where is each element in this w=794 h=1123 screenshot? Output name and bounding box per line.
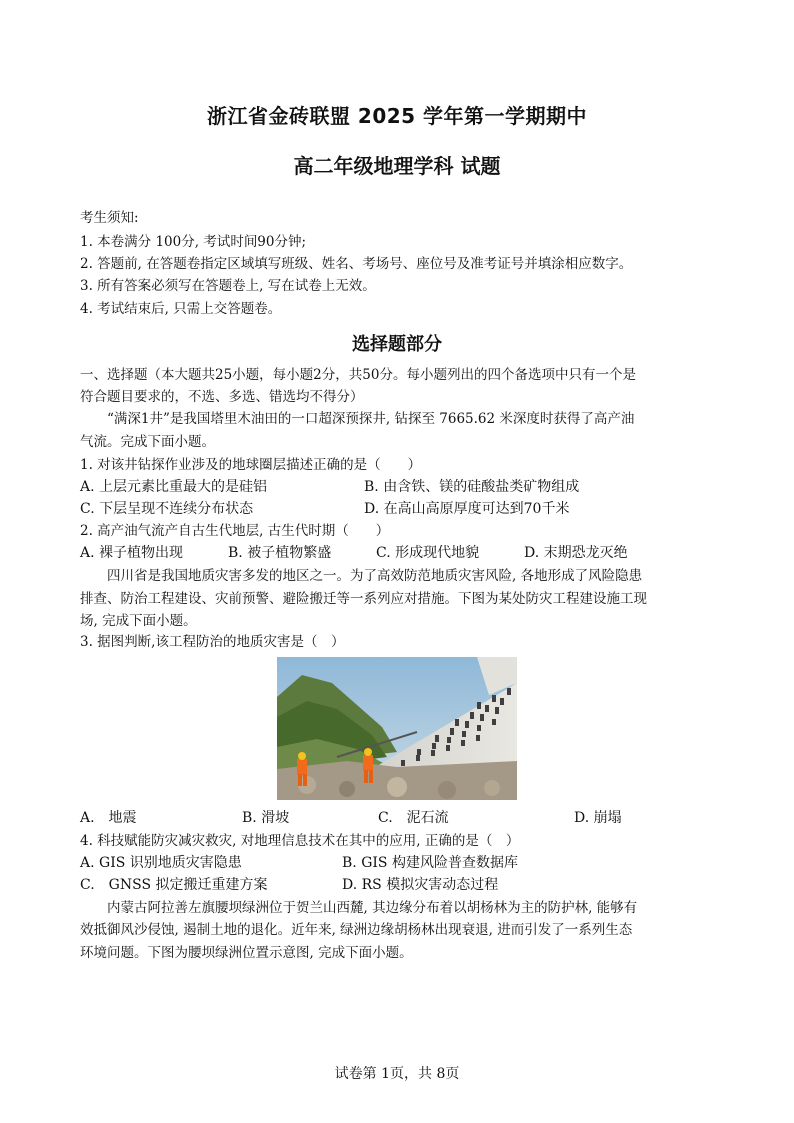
option-b: B. 由含铁、镁的硅酸盐类矿物组成: [364, 479, 580, 495]
option-c: C. 形成现代地貌: [376, 545, 480, 561]
passage-text: 效抵御风沙侵蚀, 遏制土地的退化。近年来, 绿洲边缘胡杨林出现衰退, 进而引发了一系列生态: [80, 922, 633, 938]
option-a: A. GIS 识别地质灾害隐患: [80, 855, 242, 871]
question-stem: 4. 科技赋能防灾减灾救灾, 对地理信息技术在其中的应用, 正确的是（ ）: [80, 833, 520, 849]
exam-title: 浙江省金砖联盟 2025 学年第一学期期中: [206, 104, 588, 128]
option-a: A. 地震: [80, 810, 137, 826]
passage-text: 排查、防治工程建设、灾前预警、避险搬迁等一系列应对措施。下图为某处防灾工程建设施工现: [80, 591, 647, 607]
notice-item: 3. 所有答案必须写在答题卷上, 写在试卷上无效。: [80, 278, 376, 294]
question-stem: 2. 高产油气流产自古生代地层, 古生代时期（ ）: [80, 523, 390, 539]
option-c: C. GNSS 拟定搬迁重建方案: [80, 877, 268, 893]
section-title: 选择题部分: [352, 334, 442, 355]
passage-text: “满深1井”是我国塔里木油田的一口超深预探井, 钻探至 7665.62 米深度时获得了高产油: [107, 411, 635, 427]
passage-text: 场, 完成下面小题。: [80, 613, 197, 629]
option-d: D. 在高山高原厚度可达到70千米: [364, 501, 570, 517]
notice-item: 1. 本卷满分 100分, 考试时间90分钟;: [80, 234, 307, 250]
option-a: A. 裸子植物出现: [80, 545, 184, 561]
option-c: C. 泥石流: [378, 810, 449, 826]
question-stem: 1. 对该井钻探作业涉及的地球圈层描述正确的是（ ）: [80, 457, 422, 473]
passage-text: 四川省是我国地质灾害多发的地区之一。为了高效防范地质灾害风险, 各地形成了风险隐患: [107, 568, 643, 584]
passage-text: 内蒙古阿拉善左旗腰坝绿洲位于贺兰山西麓, 其边缘分布着以胡杨林为主的防护林, 能够有: [107, 900, 638, 916]
option-d: D. 崩塌: [574, 810, 622, 826]
notice-item: 2. 答题前, 在答题卷指定区域填写班级、姓名、考场号、座位号及准考证号并填涂相应数字。: [80, 256, 633, 272]
passage-text: 环境问题。下图为腰坝绿洲位置示意图, 完成下面小题。: [80, 945, 413, 961]
page-number: 试卷第 1页，共 8页: [334, 1066, 460, 1082]
notice-heading: 考生须知:: [80, 210, 139, 226]
section-intro: 一、选择题（本大题共25小题，每小题2分，共50分。每小题列出的四个备选项中只有一个是: [80, 367, 636, 383]
notice-item: 4. 考试结束后, 只需上交答题卷。: [80, 301, 282, 317]
exam-subtitle: 高二年级地理学科 试题: [293, 154, 501, 178]
option-c: C. 下层呈现不连续分布状态: [80, 501, 254, 517]
passage-text: 气流。完成下面小题。: [80, 434, 215, 450]
section-intro: 符合题目要求的，不选、多选、错选均不得分）: [80, 389, 364, 405]
question-stem: 3. 据图判断,该工程防治的地质灾害是（ ）: [80, 634, 345, 650]
option-d: D. 末期恐龙灭绝: [524, 545, 628, 561]
option-a: A. 上层元素比重最大的是硅铝: [80, 479, 268, 495]
construction-site-photo: [277, 657, 517, 800]
option-b: B. 滑坡: [242, 810, 290, 826]
option-b: B. 被子植物繁盛: [228, 545, 332, 561]
option-d: D. RS 模拟灾害动态过程: [342, 877, 499, 893]
option-b: B. GIS 构建风险普查数据库: [342, 855, 518, 871]
